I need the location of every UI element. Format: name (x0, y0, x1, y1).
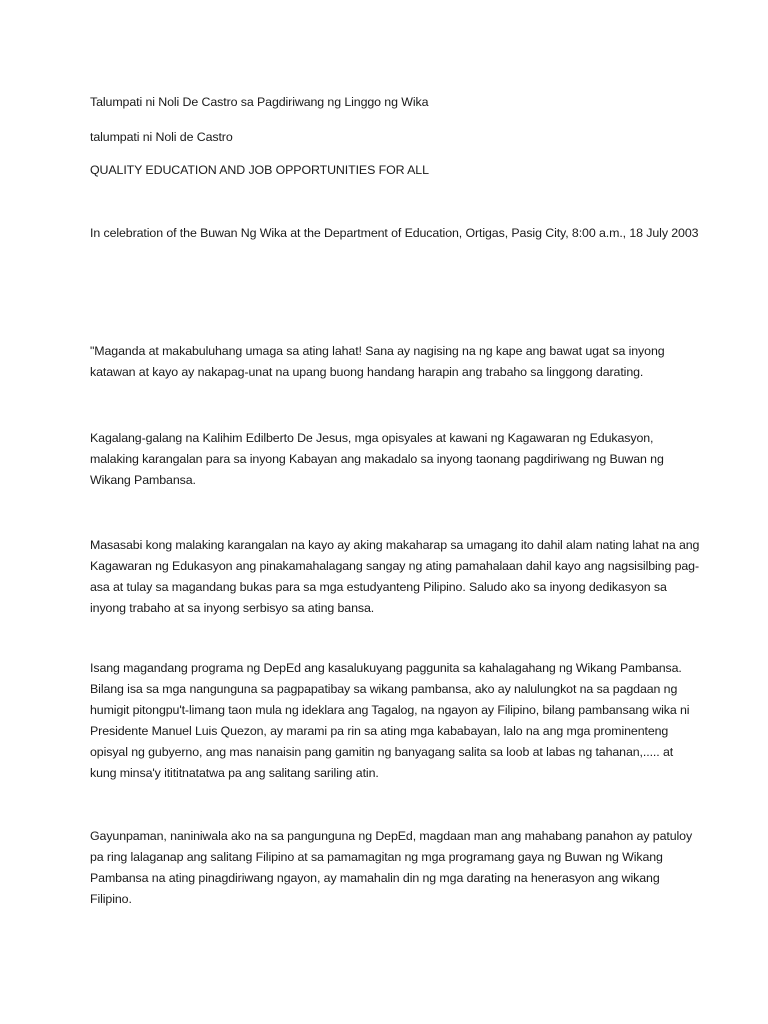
paragraph-national-language: Isang magandang programa ng DepEd ang kasalukuyang paggunita sa kahalagahang ng Wikang Pambansa. Bilang isa sa mga nangunguna sa pagpapatibay sa wikang pambansa, ako ay nalulungkot na sa pagdaan ng humigit pitongpu't-limang taon mula ng ideklara ang Tagalog, na ngayon ay Filipino, bilang pambansang wika ni Presidente Manuel Luis Quezon, ay marami pa rin sa ating mga kababayan, lalo na ang mga prominenteng opisyal ng gubyerno, ang mas nanaisin pang gamitin ng banyagang salita sa loob at labas ng tahanan,..... at kung minsa'y itititnatatwa pa ang salitang sariling atin. (90, 661, 690, 780)
paragraph-conclusion: Gayunpaman, naniniwala ako na sa pangunguna ng DepEd, magdaan man ang mahabang panahon ay patuloy pa ring lalaganap ang salitang Filipino at sa pamamagitan ng mga programang gaya ng Buwan ng Wikang Pambansa na ating pinagdiriwang ngayon, ay mamahalin din ng mga darating na henerasyon ang wikang Filipino. (90, 829, 693, 906)
document-title: Talumpati ni Noli De Castro sa Pagdiriwang ng Linggo ng Wika (90, 95, 429, 109)
document-byline: talumpati ni Noli de Castro (90, 130, 233, 144)
document-heading: QUALITY EDUCATION AND JOB OPPORTUNITIES FOR ALL (90, 163, 429, 177)
paragraph-salutation: Kagalang-galang na Kalihim Edilberto De Jesus, mga opisyales at kawani ng Kagawaran ng Edukasyon, malaking karangalan para sa inyong Kabayan ang makadalo sa inyong taonang pagdiriwang ng Buwan ng Wikang Pambansa. (90, 431, 664, 487)
paragraph-greeting: "Maganda at makabuluhang umaga sa ating lahat! Sana ay nagising na ng kape ang bawat ugat sa inyong katawan at kayo ay nakapag-unat na upang buong handang harapin ang trabaho sa linggong darating. (90, 344, 665, 379)
occasion-line: In celebration of the Buwan Ng Wika at the Department of Education, Ortigas, Pasig City, 8:00 a.m., 18 July 2003 (90, 226, 699, 240)
paragraph-deped-praise: Masasabi kong malaking karangalan na kayo ay aking makaharap sa umagang ito dahil alam nating lahat na ang Kagawaran ng Edukasyon ang pinakamahalagang sangay ng ating pamahalaan dahil kayo ang nagsisilbing pag-asa at tulay sa magandang bukas para sa mga estudyanteng Pilipino. Saludo ako sa inyong dedikasyon sa inyong trabaho at sa inyong serbisyo sa ating bansa. (90, 538, 700, 615)
